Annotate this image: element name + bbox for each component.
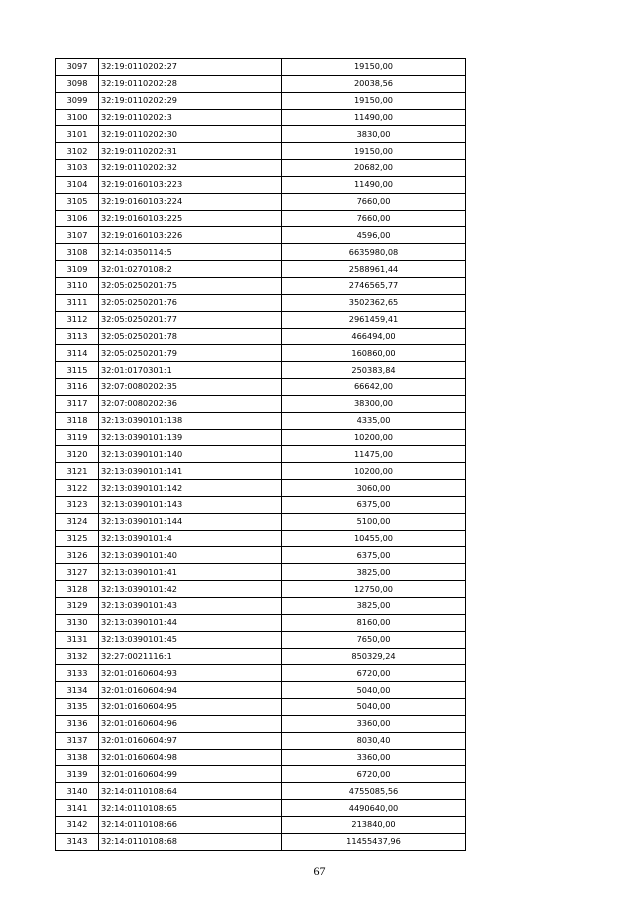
- cadastral-number-cell: 32:05:0250201:77: [99, 311, 282, 328]
- row-number-cell: 3101: [56, 126, 99, 143]
- row-number-cell: 3143: [56, 833, 99, 850]
- table-row: [56, 682, 466, 699]
- row-number-cell: 3121: [56, 463, 99, 480]
- value-cell: 8030,40: [282, 732, 466, 749]
- value-cell: 850329,24: [282, 648, 466, 665]
- row-number-cell: 3120: [56, 446, 99, 463]
- table-row: [56, 395, 466, 412]
- table-row: [56, 244, 466, 261]
- value-cell: 3825,00: [282, 564, 466, 581]
- cadastral-number-cell: 32:14:0110108:66: [99, 816, 282, 833]
- value-cell: 12750,00: [282, 581, 466, 598]
- row-number-cell: 3140: [56, 783, 99, 800]
- value-cell: 3825,00: [282, 598, 466, 615]
- value-cell: 4596,00: [282, 227, 466, 244]
- table-row: [56, 59, 466, 76]
- table-row: [56, 210, 466, 227]
- cadastral-number-cell: 32:01:0170301:1: [99, 362, 282, 379]
- cadastral-number-cell: 32:13:0390101:45: [99, 631, 282, 648]
- cadastral-number-cell: 32:01:0160604:95: [99, 699, 282, 716]
- table-row: [56, 496, 466, 513]
- table-row: [56, 598, 466, 615]
- cadastral-number-cell: 32:05:0250201:76: [99, 294, 282, 311]
- cadastral-number-cell: 32:19:0110202:31: [99, 143, 282, 160]
- table-row: [56, 75, 466, 92]
- cadastral-number-cell: 32:13:0390101:44: [99, 614, 282, 631]
- row-number-cell: 3125: [56, 530, 99, 547]
- cadastral-number-cell: 32:01:0160604:99: [99, 766, 282, 783]
- row-number-cell: 3142: [56, 816, 99, 833]
- value-cell: 5100,00: [282, 513, 466, 530]
- cadastral-number-cell: 32:19:0160103:223: [99, 176, 282, 193]
- table-row: [56, 429, 466, 446]
- row-number-cell: 3103: [56, 160, 99, 177]
- table-row: [56, 463, 466, 480]
- value-cell: 10200,00: [282, 429, 466, 446]
- value-cell: 3360,00: [282, 715, 466, 732]
- row-number-cell: 3141: [56, 800, 99, 817]
- cadastral-number-cell: 32:19:0110202:3: [99, 109, 282, 126]
- value-cell: 7660,00: [282, 210, 466, 227]
- value-cell: 466494,00: [282, 328, 466, 345]
- row-number-cell: 3110: [56, 277, 99, 294]
- value-cell: 38300,00: [282, 395, 466, 412]
- row-number-cell: 3104: [56, 176, 99, 193]
- cadastral-number-cell: 32:13:0390101:139: [99, 429, 282, 446]
- value-cell: 11475,00: [282, 446, 466, 463]
- cadastral-number-cell: 32:19:0160103:224: [99, 193, 282, 210]
- table-row: [56, 547, 466, 564]
- table-row: [56, 412, 466, 429]
- table-row: [56, 564, 466, 581]
- value-cell: 5040,00: [282, 682, 466, 699]
- table-row: [56, 261, 466, 278]
- row-number-cell: 3137: [56, 732, 99, 749]
- cadastral-number-cell: 32:14:0110108:68: [99, 833, 282, 850]
- row-number-cell: 3118: [56, 412, 99, 429]
- cadastral-number-cell: 32:01:0160604:93: [99, 665, 282, 682]
- row-number-cell: 3119: [56, 429, 99, 446]
- table-row: [56, 833, 466, 850]
- value-cell: 20038,56: [282, 75, 466, 92]
- row-number-cell: 3136: [56, 715, 99, 732]
- row-number-cell: 3102: [56, 143, 99, 160]
- value-cell: 19150,00: [282, 143, 466, 160]
- row-number-cell: 3114: [56, 345, 99, 362]
- cadastral-number-cell: 32:01:0160604:96: [99, 715, 282, 732]
- table-row: [56, 109, 466, 126]
- cadastral-number-cell: 32:13:0390101:140: [99, 446, 282, 463]
- row-number-cell: 3128: [56, 581, 99, 598]
- table-row: [56, 699, 466, 716]
- row-number-cell: 3108: [56, 244, 99, 261]
- row-number-cell: 3107: [56, 227, 99, 244]
- table-row: [56, 227, 466, 244]
- table-row: [56, 176, 466, 193]
- row-number-cell: 3116: [56, 379, 99, 396]
- cadastral-number-cell: 32:19:0160103:225: [99, 210, 282, 227]
- table-row: [56, 614, 466, 631]
- cadastral-number-cell: 32:07:0080202:35: [99, 379, 282, 396]
- cadastral-number-cell: 32:13:0390101:40: [99, 547, 282, 564]
- value-cell: 250383,84: [282, 362, 466, 379]
- row-number-cell: 3111: [56, 294, 99, 311]
- table-body: [56, 59, 466, 851]
- table-row: [56, 446, 466, 463]
- row-number-cell: 3106: [56, 210, 99, 227]
- table-row: [56, 480, 466, 497]
- cadastral-value-table: [55, 58, 466, 851]
- cadastral-number-cell: 32:19:0110202:32: [99, 160, 282, 177]
- cadastral-number-cell: 32:13:0390101:43: [99, 598, 282, 615]
- value-cell: 4490640,00: [282, 800, 466, 817]
- row-number-cell: 3124: [56, 513, 99, 530]
- value-cell: 2588961,44: [282, 261, 466, 278]
- cadastral-number-cell: 32:13:0390101:141: [99, 463, 282, 480]
- table-row: [56, 362, 466, 379]
- row-number-cell: 3130: [56, 614, 99, 631]
- row-number-cell: 3126: [56, 547, 99, 564]
- table-row: [56, 800, 466, 817]
- cadastral-number-cell: 32:01:0160604:97: [99, 732, 282, 749]
- value-cell: 5040,00: [282, 699, 466, 716]
- value-cell: 6635980,08: [282, 244, 466, 261]
- table-row: [56, 193, 466, 210]
- value-cell: 6720,00: [282, 766, 466, 783]
- cadastral-number-cell: 32:19:0110202:30: [99, 126, 282, 143]
- value-cell: 10455,00: [282, 530, 466, 547]
- value-cell: 4335,00: [282, 412, 466, 429]
- cadastral-number-cell: 32:14:0350114:5: [99, 244, 282, 261]
- cadastral-number-cell: 32:13:0390101:42: [99, 581, 282, 598]
- cadastral-number-cell: 32:19:0110202:27: [99, 59, 282, 76]
- row-number-cell: 3098: [56, 75, 99, 92]
- value-cell: 11490,00: [282, 109, 466, 126]
- row-number-cell: 3109: [56, 261, 99, 278]
- row-number-cell: 3139: [56, 766, 99, 783]
- value-cell: 3830,00: [282, 126, 466, 143]
- cadastral-number-cell: 32:01:0270108:2: [99, 261, 282, 278]
- value-cell: 4755085,56: [282, 783, 466, 800]
- value-cell: 6375,00: [282, 547, 466, 564]
- value-cell: 3502362,65: [282, 294, 466, 311]
- row-number-cell: 3131: [56, 631, 99, 648]
- table-row: [56, 732, 466, 749]
- cadastral-number-cell: 32:19:0110202:28: [99, 75, 282, 92]
- value-cell: 3360,00: [282, 749, 466, 766]
- cadastral-number-cell: 32:13:0390101:4: [99, 530, 282, 547]
- table-row: [56, 749, 466, 766]
- value-cell: 6375,00: [282, 496, 466, 513]
- value-cell: 213840,00: [282, 816, 466, 833]
- cadastral-number-cell: 32:14:0110108:64: [99, 783, 282, 800]
- value-cell: 7650,00: [282, 631, 466, 648]
- cadastral-number-cell: 32:13:0390101:143: [99, 496, 282, 513]
- cadastral-number-cell: 32:19:0110202:29: [99, 92, 282, 109]
- table-row: [56, 277, 466, 294]
- table-row: [56, 92, 466, 109]
- value-cell: 11455437,96: [282, 833, 466, 850]
- row-number-cell: 3129: [56, 598, 99, 615]
- cadastral-number-cell: 32:13:0390101:144: [99, 513, 282, 530]
- table-row: [56, 143, 466, 160]
- row-number-cell: 3123: [56, 496, 99, 513]
- cadastral-number-cell: 32:27:0021116:1: [99, 648, 282, 665]
- row-number-cell: 3113: [56, 328, 99, 345]
- value-cell: 7660,00: [282, 193, 466, 210]
- table-row: [56, 648, 466, 665]
- table-row: [56, 311, 466, 328]
- row-number-cell: 3134: [56, 682, 99, 699]
- table-row: [56, 783, 466, 800]
- cadastral-number-cell: 32:05:0250201:79: [99, 345, 282, 362]
- row-number-cell: 3097: [56, 59, 99, 76]
- row-number-cell: 3135: [56, 699, 99, 716]
- cadastral-number-cell: 32:05:0250201:75: [99, 277, 282, 294]
- table-row: [56, 294, 466, 311]
- page-number: 67: [313, 864, 326, 878]
- table-row: [56, 328, 466, 345]
- cadastral-number-cell: 32:13:0390101:41: [99, 564, 282, 581]
- row-number-cell: 3112: [56, 311, 99, 328]
- value-cell: 11490,00: [282, 176, 466, 193]
- row-number-cell: 3138: [56, 749, 99, 766]
- cadastral-number-cell: 32:01:0160604:94: [99, 682, 282, 699]
- value-cell: 6720,00: [282, 665, 466, 682]
- table-row: [56, 816, 466, 833]
- table-row: [56, 160, 466, 177]
- cadastral-number-cell: 32:01:0160604:98: [99, 749, 282, 766]
- row-number-cell: 3122: [56, 480, 99, 497]
- value-cell: 19150,00: [282, 92, 466, 109]
- row-number-cell: 3100: [56, 109, 99, 126]
- value-cell: 3060,00: [282, 480, 466, 497]
- table-row: [56, 530, 466, 547]
- cadastral-number-cell: 32:14:0110108:65: [99, 800, 282, 817]
- value-cell: 10200,00: [282, 463, 466, 480]
- cadastral-number-cell: 32:13:0390101:142: [99, 480, 282, 497]
- cadastral-number-cell: 32:05:0250201:78: [99, 328, 282, 345]
- table-row: [56, 581, 466, 598]
- row-number-cell: 3127: [56, 564, 99, 581]
- value-cell: 20682,00: [282, 160, 466, 177]
- table-row: [56, 345, 466, 362]
- value-cell: 8160,00: [282, 614, 466, 631]
- value-cell: 19150,00: [282, 59, 466, 76]
- table-row: [56, 126, 466, 143]
- row-number-cell: 3132: [56, 648, 99, 665]
- table-row: [56, 766, 466, 783]
- row-number-cell: 3105: [56, 193, 99, 210]
- value-cell: 2961459,41: [282, 311, 466, 328]
- row-number-cell: 3133: [56, 665, 99, 682]
- table-row: [56, 513, 466, 530]
- row-number-cell: 3115: [56, 362, 99, 379]
- value-cell: 160860,00: [282, 345, 466, 362]
- table-row: [56, 379, 466, 396]
- row-number-cell: 3117: [56, 395, 99, 412]
- cadastral-number-cell: 32:19:0160103:226: [99, 227, 282, 244]
- cadastral-number-cell: 32:07:0080202:36: [99, 395, 282, 412]
- table-row: [56, 631, 466, 648]
- value-cell: 2746565,77: [282, 277, 466, 294]
- table-row: [56, 715, 466, 732]
- table-row: [56, 665, 466, 682]
- value-cell: 66642,00: [282, 379, 466, 396]
- row-number-cell: 3099: [56, 92, 99, 109]
- cadastral-number-cell: 32:13:0390101:138: [99, 412, 282, 429]
